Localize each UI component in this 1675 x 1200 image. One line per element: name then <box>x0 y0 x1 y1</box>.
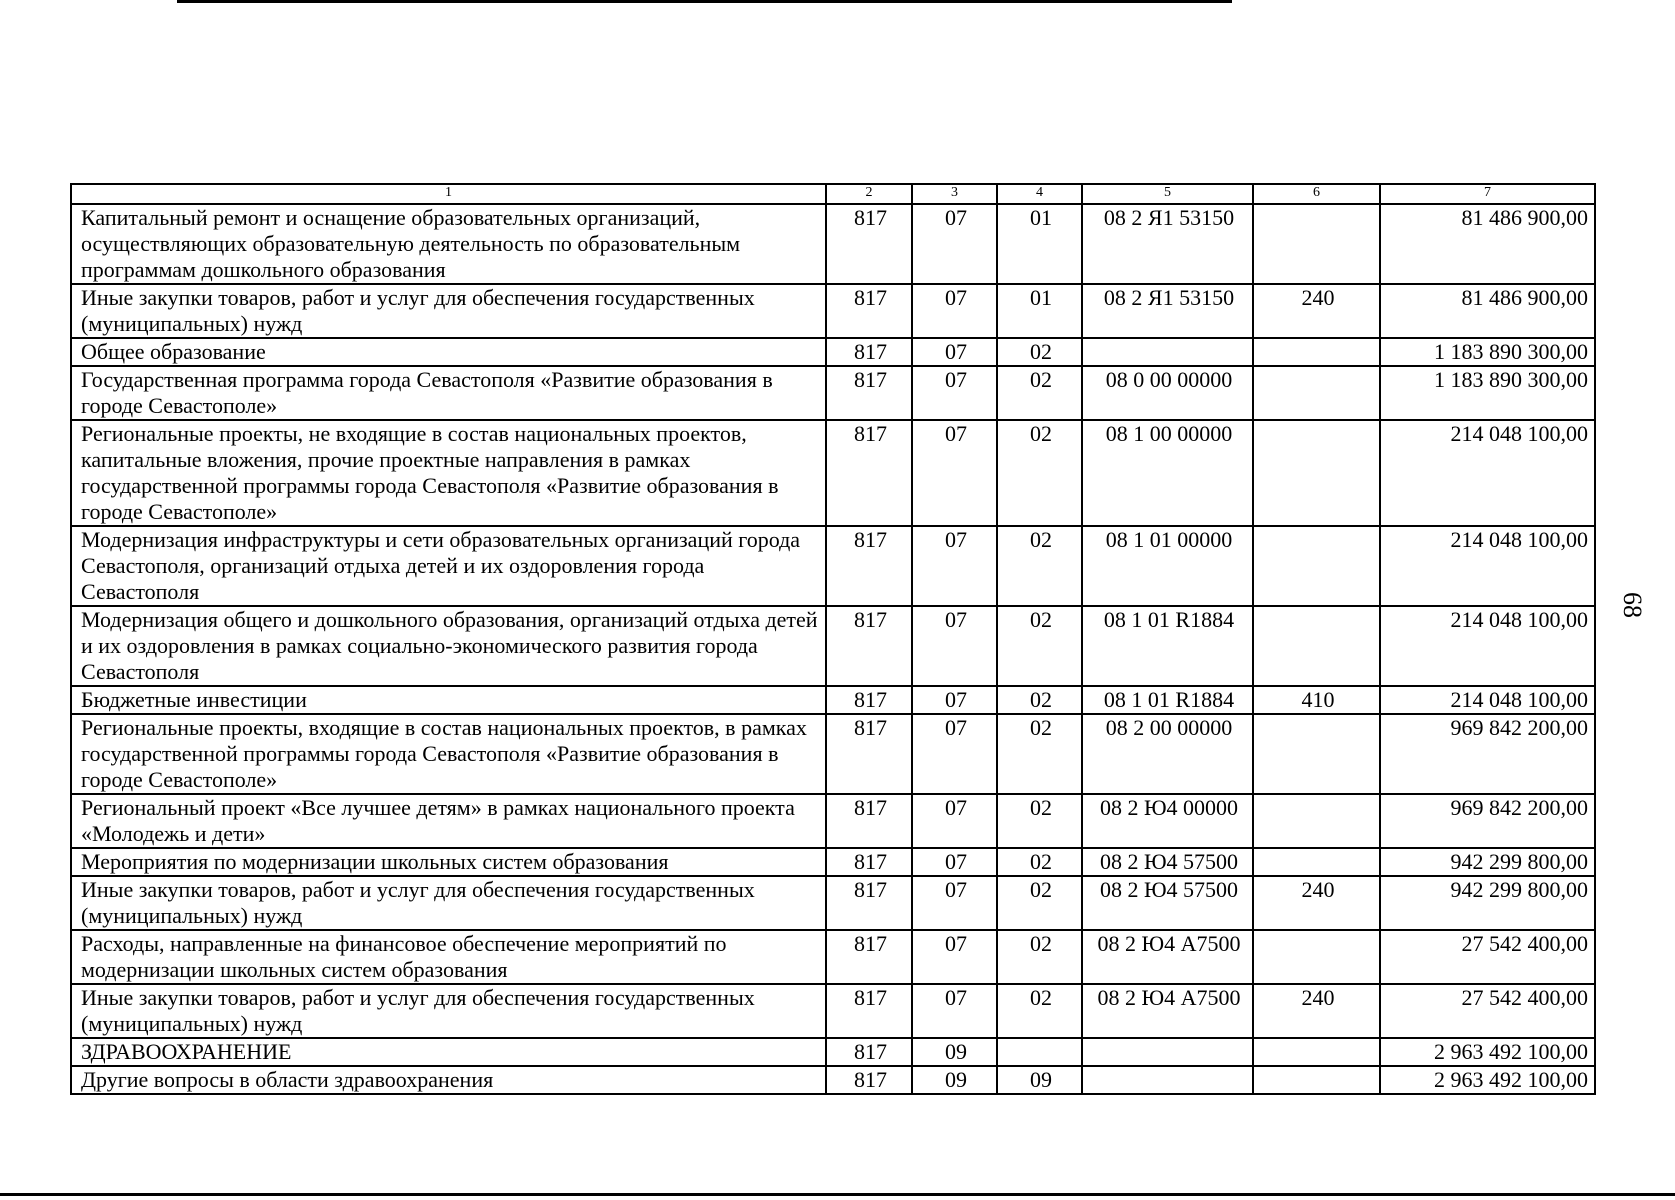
section-code-cell: 07 <box>912 714 997 794</box>
subsection-code-cell: 02 <box>997 420 1082 526</box>
expense-type-cell <box>1253 794 1380 848</box>
expense-type-cell: 240 <box>1253 876 1380 930</box>
expense-type-cell <box>1253 1066 1380 1094</box>
section-code-cell: 07 <box>912 338 997 366</box>
ministry-code-cell: 817 <box>826 794 912 848</box>
amount-cell: 942 299 800,00 <box>1380 848 1595 876</box>
table-row <box>71 848 1595 876</box>
table-row <box>71 284 1595 338</box>
row-name-cell: Другие вопросы в области здравоохранения <box>71 1066 826 1094</box>
column-number: 4 <box>997 184 1082 204</box>
subsection-code-cell: 01 <box>997 284 1082 338</box>
subsection-code-cell: 02 <box>997 606 1082 686</box>
amount-cell: 214 048 100,00 <box>1380 526 1595 606</box>
table-row <box>71 1066 1595 1094</box>
section-code-cell: 07 <box>912 420 997 526</box>
expense-type-cell <box>1253 526 1380 606</box>
target-article-cell: 08 1 01 R1884 <box>1082 606 1253 686</box>
expense-type-cell <box>1253 714 1380 794</box>
target-article-cell: 08 2 Ю4 А7500 <box>1082 930 1253 984</box>
row-name-cell: Иные закупки товаров, работ и услуг для обеспечения государственных (муниципальных) нужд <box>71 284 826 338</box>
ministry-code-cell: 817 <box>826 1038 912 1066</box>
expense-type-cell <box>1253 848 1380 876</box>
column-number: 3 <box>912 184 997 204</box>
target-article-cell <box>1082 338 1253 366</box>
section-code-cell: 09 <box>912 1066 997 1094</box>
column-number: 6 <box>1253 184 1380 204</box>
row-name-cell: Расходы, направленные на финансовое обеспечение мероприятий по модернизации школьных систем образования <box>71 930 826 984</box>
expense-type-cell <box>1253 930 1380 984</box>
subsection-code-cell: 01 <box>997 204 1082 284</box>
ministry-code-cell: 817 <box>826 284 912 338</box>
table-row <box>71 366 1595 420</box>
target-article-cell: 08 2 Ю4 57500 <box>1082 848 1253 876</box>
table-row <box>71 338 1595 366</box>
subsection-code-cell: 02 <box>997 714 1082 794</box>
row-name-cell: Государственная программа города Севастополя «Развитие образования в городе Севастополе» <box>71 366 826 420</box>
column-number: 2 <box>826 184 912 204</box>
row-name-cell: Региональные проекты, не входящие в состав национальных проектов, капитальные вложения, прочие проектные направления в рамках государственной программы города Севастополя «Развитие образования в городе Севастополе» <box>71 420 826 526</box>
table-row <box>71 984 1595 1038</box>
amount-cell: 27 542 400,00 <box>1380 930 1595 984</box>
amount-cell: 27 542 400,00 <box>1380 984 1595 1038</box>
target-article-cell: 08 2 Ю4 57500 <box>1082 876 1253 930</box>
table-row <box>71 526 1595 606</box>
amount-cell: 81 486 900,00 <box>1380 204 1595 284</box>
subsection-code-cell: 02 <box>997 526 1082 606</box>
ministry-code-cell: 817 <box>826 686 912 714</box>
ministry-code-cell: 817 <box>826 420 912 526</box>
target-article-cell: 08 2 Я1 53150 <box>1082 284 1253 338</box>
table-row <box>71 420 1595 526</box>
subsection-code-cell: 02 <box>997 930 1082 984</box>
row-name-cell: Региональные проекты, входящие в состав национальных проектов, в рамках государственной программы города Севастополя «Развитие образования в городе Севастополе» <box>71 714 826 794</box>
section-code-cell: 07 <box>912 984 997 1038</box>
section-code-cell: 07 <box>912 606 997 686</box>
amount-cell: 969 842 200,00 <box>1380 794 1595 848</box>
target-article-cell <box>1082 1066 1253 1094</box>
target-article-cell: 08 2 Ю4 А7500 <box>1082 984 1253 1038</box>
subsection-code-cell: 02 <box>997 338 1082 366</box>
ministry-code-cell: 817 <box>826 876 912 930</box>
row-name-cell: Региональный проект «Все лучшее детям» в рамках национального проекта «Молодежь и дети» <box>71 794 826 848</box>
ministry-code-cell: 817 <box>826 984 912 1038</box>
ministry-code-cell: 817 <box>826 526 912 606</box>
ministry-code-cell: 817 <box>826 606 912 686</box>
target-article-cell: 08 1 01 00000 <box>1082 526 1253 606</box>
expense-type-cell <box>1253 420 1380 526</box>
amount-cell: 214 048 100,00 <box>1380 686 1595 714</box>
target-article-cell: 08 2 00 00000 <box>1082 714 1253 794</box>
row-name-cell: Иные закупки товаров, работ и услуг для обеспечения государственных (муниципальных) нужд <box>71 984 826 1038</box>
section-code-cell: 07 <box>912 204 997 284</box>
section-code-cell: 07 <box>912 686 997 714</box>
subsection-code-cell: 02 <box>997 984 1082 1038</box>
subsection-code-cell: 02 <box>997 686 1082 714</box>
section-code-cell: 07 <box>912 930 997 984</box>
table-row <box>71 686 1595 714</box>
amount-cell: 81 486 900,00 <box>1380 284 1595 338</box>
subsection-code-cell: 02 <box>997 876 1082 930</box>
table-row <box>71 204 1595 284</box>
table-row <box>71 794 1595 848</box>
expense-type-cell: 240 <box>1253 284 1380 338</box>
section-code-cell: 07 <box>912 284 997 338</box>
expense-type-cell <box>1253 606 1380 686</box>
row-name-cell: Модернизация инфраструктуры и сети образовательных организаций города Севастополя, организаций отдыха детей и их оздоровления города Севастополя <box>71 526 826 606</box>
section-code-cell: 09 <box>912 1038 997 1066</box>
row-name-cell: Бюджетные инвестиции <box>71 686 826 714</box>
expense-type-cell <box>1253 366 1380 420</box>
budget-table <box>70 183 1596 1095</box>
ministry-code-cell: 817 <box>826 1066 912 1094</box>
table-row <box>71 876 1595 930</box>
amount-cell: 214 048 100,00 <box>1380 420 1595 526</box>
row-name-cell: Общее образование <box>71 338 826 366</box>
table-row <box>71 1038 1595 1066</box>
amount-cell: 942 299 800,00 <box>1380 876 1595 930</box>
section-code-cell: 07 <box>912 848 997 876</box>
target-article-cell: 08 2 Ю4 00000 <box>1082 794 1253 848</box>
table-row <box>71 714 1595 794</box>
target-article-cell: 08 2 Я1 53150 <box>1082 204 1253 284</box>
row-name-cell: Модернизация общего и дошкольного образования, организаций отдыха детей и их оздоровления в рамках социально-экономического развития города Севастополя <box>71 606 826 686</box>
subsection-code-cell: 02 <box>997 366 1082 420</box>
row-name-cell: Иные закупки товаров, работ и услуг для обеспечения государственных (муниципальных) нужд <box>71 876 826 930</box>
row-name-cell: Капитальный ремонт и оснащение образовательных организаций, осуществляющих образовательную деятельность по образовательным программам дошкольного образования <box>71 204 826 284</box>
target-article-cell: 08 0 00 00000 <box>1082 366 1253 420</box>
table-row <box>71 606 1595 686</box>
target-article-cell <box>1082 1038 1253 1066</box>
target-article-cell: 08 1 01 R1884 <box>1082 686 1253 714</box>
scan-edge-bottom <box>0 1193 1675 1196</box>
row-name-cell: ЗДРАВООХРАНЕНИЕ <box>71 1038 826 1066</box>
row-name-cell: Мероприятия по модернизации школьных систем образования <box>71 848 826 876</box>
expense-type-cell <box>1253 1038 1380 1066</box>
subsection-code-cell: 02 <box>997 794 1082 848</box>
ministry-code-cell: 817 <box>826 204 912 284</box>
amount-cell: 969 842 200,00 <box>1380 714 1595 794</box>
expense-type-cell <box>1253 338 1380 366</box>
amount-cell: 1 183 890 300,00 <box>1380 338 1595 366</box>
amount-cell: 1 183 890 300,00 <box>1380 366 1595 420</box>
subsection-code-cell <box>997 1038 1082 1066</box>
ministry-code-cell: 817 <box>826 714 912 794</box>
expense-type-cell: 410 <box>1253 686 1380 714</box>
subsection-code-cell: 02 <box>997 848 1082 876</box>
amount-cell: 2 963 492 100,00 <box>1380 1038 1595 1066</box>
amount-cell: 2 963 492 100,00 <box>1380 1066 1595 1094</box>
expense-type-cell <box>1253 204 1380 284</box>
ministry-code-cell: 817 <box>826 848 912 876</box>
column-number: 5 <box>1082 184 1253 204</box>
ministry-code-cell: 817 <box>826 338 912 366</box>
target-article-cell: 08 1 00 00000 <box>1082 420 1253 526</box>
ministry-code-cell: 817 <box>826 366 912 420</box>
subsection-code-cell: 09 <box>997 1066 1082 1094</box>
column-number: 7 <box>1380 184 1595 204</box>
table-row <box>71 930 1595 984</box>
section-code-cell: 07 <box>912 526 997 606</box>
column-number-row <box>71 184 1595 204</box>
ministry-code-cell: 817 <box>826 930 912 984</box>
page-number: 68 <box>1618 592 1647 618</box>
section-code-cell: 07 <box>912 876 997 930</box>
amount-cell: 214 048 100,00 <box>1380 606 1595 686</box>
section-code-cell: 07 <box>912 366 997 420</box>
expense-type-cell: 240 <box>1253 984 1380 1038</box>
scan-edge-top <box>177 0 1232 3</box>
column-number: 1 <box>71 184 826 204</box>
section-code-cell: 07 <box>912 794 997 848</box>
